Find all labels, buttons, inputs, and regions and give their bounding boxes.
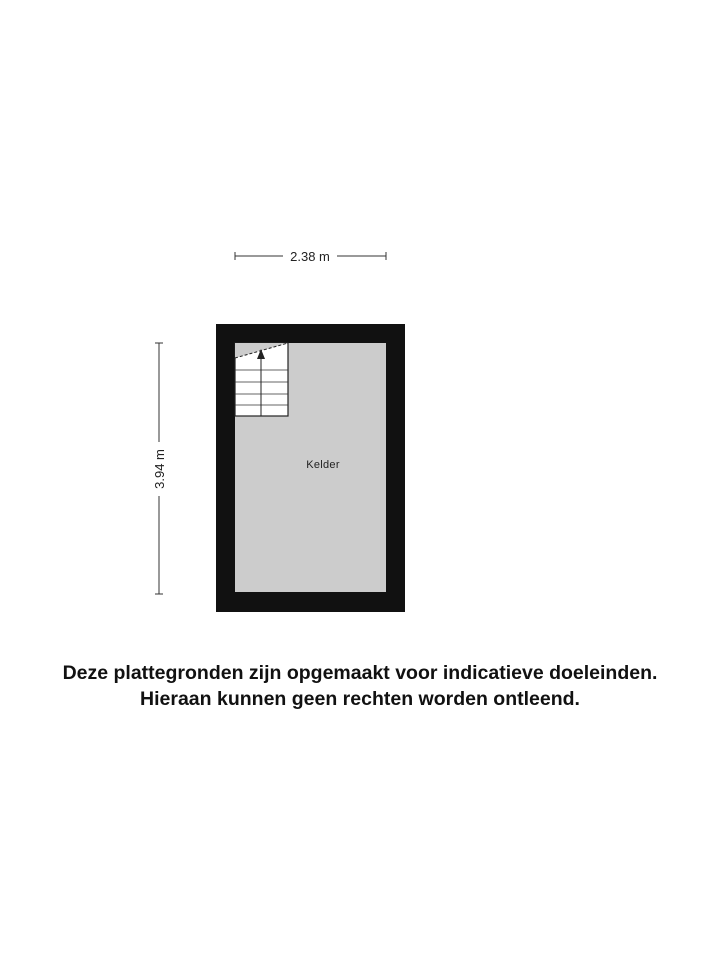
disclaimer-line-2: Hieraan kunnen geen rechten worden ontleend. — [140, 688, 580, 710]
disclaimer-line-1: Deze plattegronden zijn opgemaakt voor indicatieve doeleinden. — [62, 662, 658, 684]
staircase — [235, 343, 288, 416]
height-dimension-label: 3.94 m — [152, 449, 167, 489]
room-label-kelder: Kelder — [306, 459, 340, 471]
width-dimension — [235, 249, 386, 264]
width-dimension-label: 2.38 m — [290, 249, 330, 264]
height-dimension — [152, 343, 167, 594]
